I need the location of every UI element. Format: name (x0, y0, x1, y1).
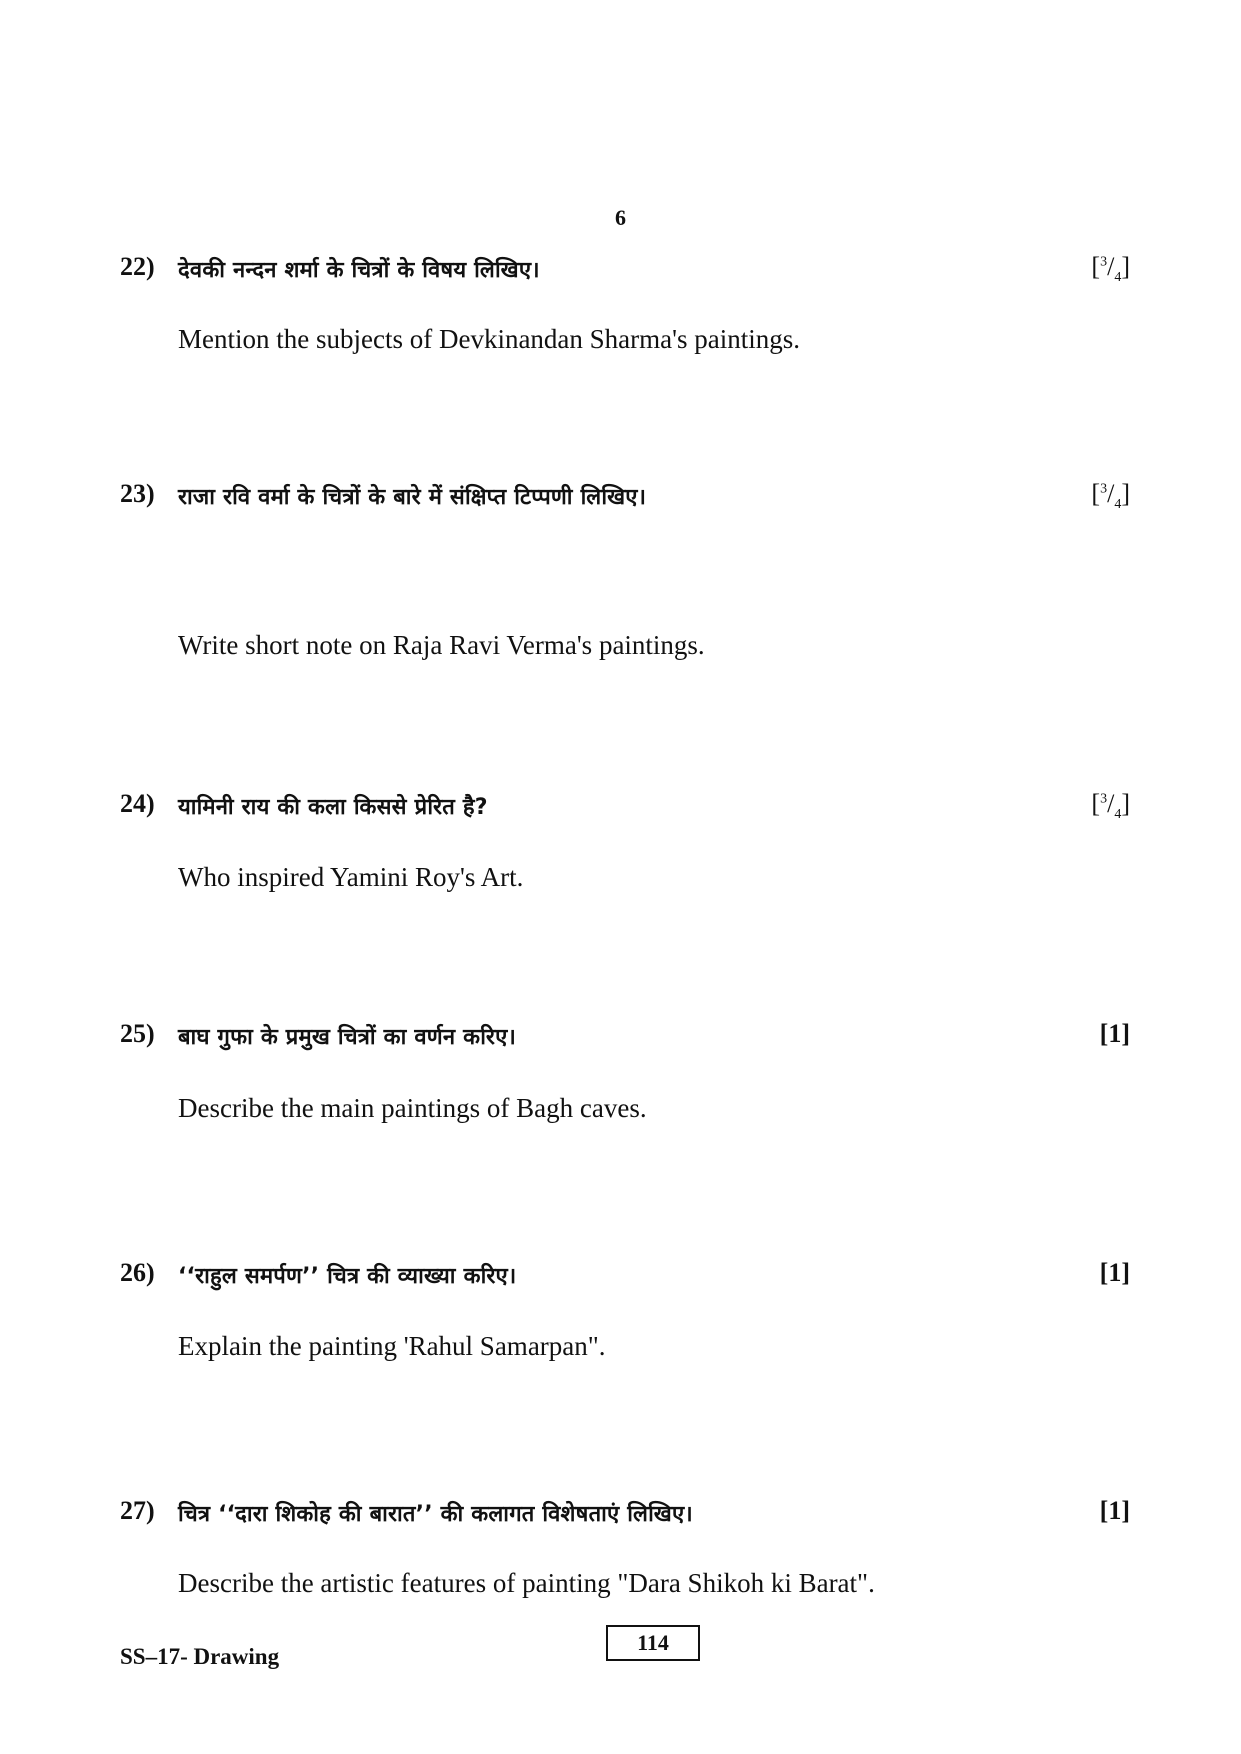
question-marks: $[^3/_4]$ (1091, 789, 1130, 823)
question-23-row (120, 475, 1130, 515)
question-hindi-text: राजा रवि वर्मा के चित्रों के बारे में संक्षिप्त टिप्पणी लिखिए। (178, 485, 647, 510)
question-english-text: Describe the main paintings of Bagh caves. (178, 1093, 647, 1123)
question-hindi-text: बाघ गुफा के प्रमुख चित्रों का वर्णन करिए। (178, 1025, 517, 1050)
question-hindi-text: देवकी नन्दन शर्मा के चित्रों के विषय लिखिए। (178, 258, 540, 283)
question-hindi-text: यामिनी राय की कला किससे प्रेरित है? (178, 795, 488, 820)
question-27-row (120, 1492, 1130, 1532)
marks-denominator: 4 (1114, 497, 1122, 513)
page-box: 114 (606, 1625, 700, 1661)
question-english-text: Mention the subjects of Devkinandan Sharma's paintings. (178, 324, 801, 354)
question-number: 25) (120, 1019, 155, 1048)
marks-numerator: 3 (1100, 254, 1108, 270)
question-22-row (120, 248, 1130, 288)
marks-numerator: 3 (1100, 791, 1108, 807)
question-english-text: Who inspired Yamini Roy's Art. (178, 862, 524, 892)
question-number: 24) (120, 789, 155, 818)
question-english-text: Describe the artistic features of painting "Dara Shikoh ki Barat". (178, 1568, 875, 1598)
marks-denominator: 4 (1114, 807, 1122, 823)
question-24-row (120, 785, 1130, 825)
question-hindi-text: ‘‘राहुल समर्पण’’ चित्र की व्याख्या करिए। (178, 1264, 517, 1289)
question-marks: $[^3/_4]$ (1091, 252, 1130, 286)
question-25-row (120, 1015, 1130, 1055)
question-english-text: Write short note on Raja Ravi Verma's paintings. (178, 630, 705, 660)
question-hindi-text: चित्र ‘‘दारा शिकोह की बारात’’ की कलागत विशेषताएं लिखिए। (178, 1502, 693, 1527)
marks-numerator: 3 (1100, 481, 1108, 497)
page-number: 6 (615, 205, 626, 230)
question-english-text: Explain the painting 'Rahul Samarpan". (178, 1331, 606, 1361)
question-marks: [1] (1099, 1496, 1130, 1525)
question-number: 23) (120, 479, 155, 508)
question-marks: $[^3/_4]$ (1091, 479, 1130, 513)
question-marks: [1] (1099, 1258, 1130, 1287)
question-number: 26) (120, 1258, 155, 1287)
question-number: 27) (120, 1496, 155, 1525)
question-number: 22) (120, 252, 155, 281)
question-marks: [1] (1099, 1019, 1130, 1048)
marks-denominator: 4 (1114, 270, 1122, 286)
paper-code: SS–17- Drawing (120, 1644, 280, 1669)
question-26-row (120, 1254, 1130, 1294)
